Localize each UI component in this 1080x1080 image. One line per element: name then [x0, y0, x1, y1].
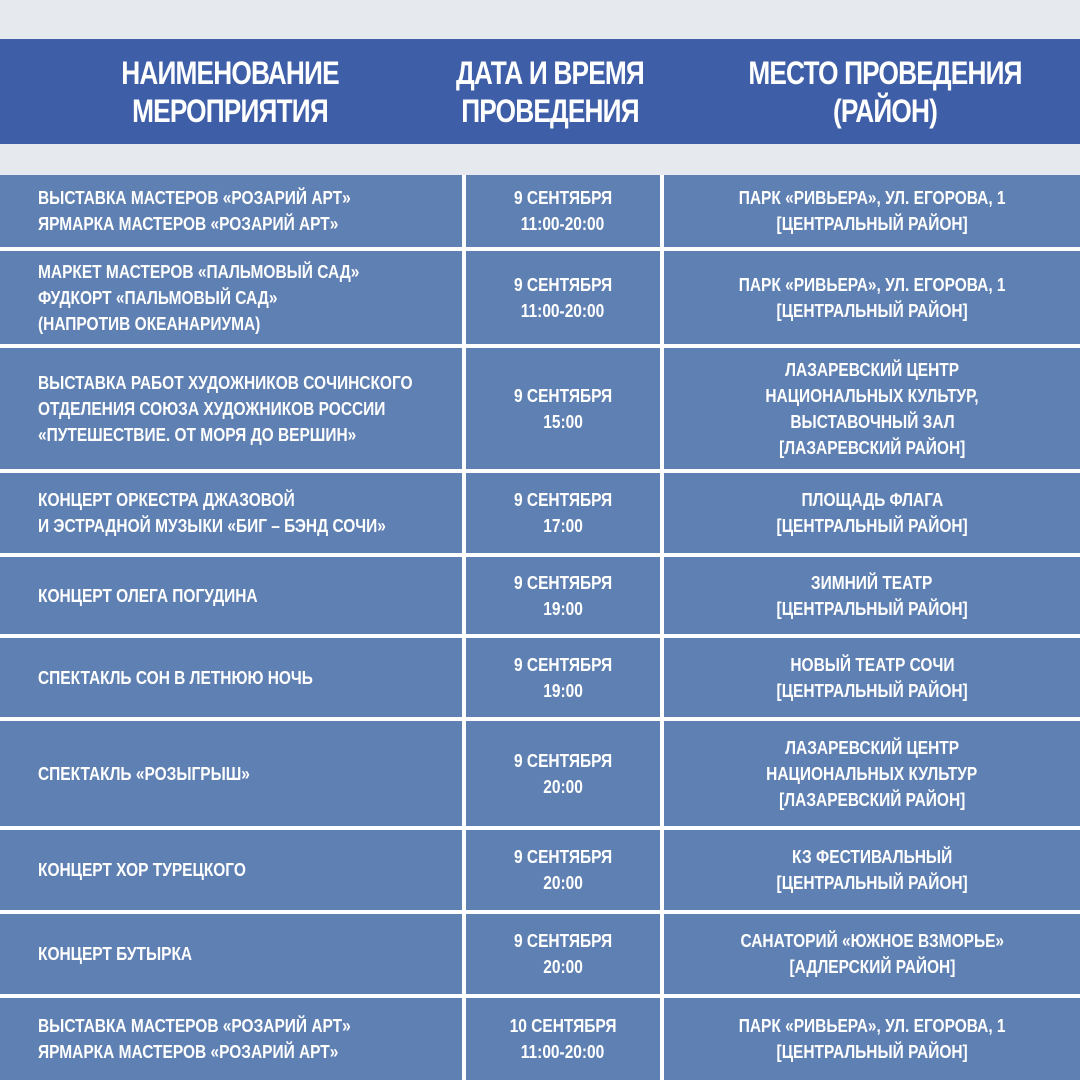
date-cell-line: 19:00	[543, 598, 583, 619]
venue-cell-line: [ЦЕНТРАЛЬНЫЙ РАЙОН]	[776, 300, 968, 321]
header-venue	[725, 54, 1045, 130]
date-cell-line: 9 СЕНТЯБРЯ	[513, 274, 613, 295]
venue-cell-line: [ЦЕНТРАЛЬНЫЙ РАЙОН]	[776, 873, 968, 893]
date-cell-line: 9 СЕНТЯБРЯ	[513, 750, 613, 771]
table-row	[0, 914, 1080, 994]
date-cell-line: 10 СЕНТЯБРЯ	[509, 1016, 617, 1036]
venue-cell-line: ЗИМНИЙ ТЕАТР	[811, 572, 933, 593]
event-cell-line: СПЕКТАКЛЬ «РОЗЫГРЫШ»	[38, 763, 250, 784]
date-cell-line: 9 СЕНТЯБРЯ	[513, 572, 613, 593]
table-row	[0, 557, 1080, 634]
header-line: ПРОВЕДЕНИЯ	[461, 92, 639, 129]
date-cell-line: 20:00	[543, 957, 583, 977]
event-cell-line: И ЭСТРАДНОЙ МУЗЫКИ «БИГ – БЭНД СОЧИ»	[38, 516, 386, 536]
table-header	[0, 39, 1080, 144]
venue-cell-line: [ЛАЗАРЕВСКИЙ РАЙОН]	[778, 437, 966, 458]
event-cell	[0, 638, 462, 717]
header-line: МЕСТО ПРОВЕДЕНИЯ	[748, 54, 1022, 91]
date-cell	[466, 473, 660, 553]
event-cell-line: ФУДКОРТ «ПАЛЬМОВЫЙ САД»	[38, 287, 278, 308]
venue-cell-line: ПАРК «РИВЬЕРА», УЛ. ЕГОРОВА, 1	[738, 274, 1006, 295]
event-cell-line: КОНЦЕРТ БУТЫРКА	[38, 944, 193, 964]
table-row	[0, 251, 1080, 344]
venue-cell-line: НАЦИОНАЛЬНЫХ КУЛЬТУР	[766, 763, 978, 784]
date-cell-line: 20:00	[543, 776, 583, 797]
venue-cell	[664, 348, 1080, 469]
header-line: МЕРОПРИЯТИЯ	[132, 92, 328, 129]
date-cell	[466, 914, 660, 994]
date-cell-line: 9 СЕНТЯБРЯ	[513, 847, 613, 867]
venue-cell-line: [ЦЕНТРАЛЬНЫЙ РАЙОН]	[776, 1042, 968, 1062]
header-line: НАИМЕНОВАНИЕ	[121, 54, 339, 91]
date-cell	[466, 998, 660, 1080]
date-cell	[466, 638, 660, 717]
table-row	[0, 175, 1080, 247]
venue-cell	[664, 914, 1080, 994]
venue-cell-line: НОВЫЙ ТЕАТР СОЧИ	[789, 654, 955, 675]
table-row	[0, 638, 1080, 717]
venue-cell-line: НАЦИОНАЛЬНЫХ КУЛЬТУР,	[765, 385, 979, 406]
table-row	[0, 721, 1080, 826]
event-cell-line: КОНЦЕРТ ХОР ТУРЕЦКОГО	[38, 860, 246, 880]
date-cell-line: 9 СЕНТЯБРЯ	[513, 188, 613, 208]
table-row	[0, 998, 1080, 1080]
date-cell	[466, 557, 660, 634]
header-event-name	[74, 54, 386, 130]
header-spacer	[0, 144, 1080, 175]
date-cell-line: 9 СЕНТЯБРЯ	[513, 654, 613, 675]
date-cell-line: 9 СЕНТЯБРЯ	[513, 931, 613, 951]
event-cell-line: ВЫСТАВКА РАБОТ ХУДОЖНИКОВ СОЧИНСКОГО	[38, 372, 413, 393]
event-cell-line: МАРКЕТ МАСТЕРОВ «ПАЛЬМОВЫЙ САД»	[38, 261, 360, 282]
event-cell	[0, 473, 462, 553]
date-cell-line: 11:00-20:00	[521, 300, 605, 321]
event-cell	[0, 557, 462, 634]
venue-cell	[664, 251, 1080, 344]
event-cell-line: ВЫСТАВКА МАСТЕРОВ «РОЗАРИЙ АРТ»	[38, 1016, 351, 1036]
schedule-table	[0, 175, 1080, 1080]
event-cell-line: «ПУТЕШЕСТВИЕ. ОТ МОРЯ ДО ВЕРШИН»	[38, 424, 357, 445]
date-cell-line: 9 СЕНТЯБРЯ	[513, 490, 613, 510]
event-cell-line: ЯРМАРКА МАСТЕРОВ «РОЗАРИЙ АРТ»	[38, 1042, 339, 1062]
event-cell-line: ОТДЕЛЕНИЯ СОЮЗА ХУДОЖНИКОВ РОССИИ	[38, 398, 386, 419]
date-cell-line: 11:00-20:00	[521, 214, 605, 234]
venue-cell	[664, 473, 1080, 553]
header-date-time	[452, 54, 649, 130]
event-cell	[0, 998, 462, 1080]
event-cell	[0, 914, 462, 994]
date-cell	[466, 721, 660, 826]
date-cell-line: 17:00	[543, 516, 583, 536]
event-cell-line: ВЫСТАВКА МАСТЕРОВ «РОЗАРИЙ АРТ»	[38, 188, 351, 208]
venue-cell-line: [ЦЕНТРАЛЬНЫЙ РАЙОН]	[776, 214, 968, 234]
event-cell-line: ЯРМАРКА МАСТЕРОВ «РОЗАРИЙ АРТ»	[38, 214, 339, 234]
date-cell-line: 15:00	[543, 411, 583, 432]
venue-cell	[664, 175, 1080, 247]
date-cell	[466, 175, 660, 247]
venue-cell-line: ПАРК «РИВЬЕРА», УЛ. ЕГОРОВА, 1	[738, 188, 1006, 208]
event-cell	[0, 830, 462, 910]
date-cell-line: 9 СЕНТЯБРЯ	[513, 385, 613, 406]
venue-cell	[664, 557, 1080, 634]
event-cell	[0, 175, 462, 247]
date-cell	[466, 251, 660, 344]
header-line: (РАЙОН)	[832, 92, 938, 129]
venue-cell-line: САНАТОРИЙ «ЮЖНОЕ ВЗМОРЬЕ»	[740, 931, 1004, 951]
event-cell-line: (НАПРОТИВ ОКЕАНАРИУМА)	[38, 313, 261, 334]
venue-cell-line: ПАРК «РИВЬЕРА», УЛ. ЕГОРОВА, 1	[738, 1016, 1006, 1036]
date-cell-line: 11:00-20:00	[521, 1042, 605, 1062]
event-cell-line: КОНЦЕРТ ОРКЕСТРА ДЖАЗОВОЙ	[38, 490, 295, 510]
venue-cell-line: [ЦЕНТРАЛЬНЫЙ РАЙОН]	[776, 516, 968, 536]
date-cell-line: 20:00	[543, 873, 583, 893]
event-cell-line: СПЕКТАКЛЬ СОН В ЛЕТНЮЮ НОЧЬ	[38, 667, 313, 688]
venue-cell-line: [АДЛЕРСКИЙ РАЙОН]	[789, 957, 955, 977]
venue-cell-line: [ЦЕНТРАЛЬНЫЙ РАЙОН]	[776, 680, 968, 701]
venue-cell-line: ПЛОЩАДЬ ФЛАГА	[801, 490, 943, 510]
event-cell	[0, 721, 462, 826]
event-cell	[0, 348, 462, 469]
table-row	[0, 473, 1080, 553]
venue-cell	[664, 998, 1080, 1080]
venue-cell-line: КЗ ФЕСТИВАЛЬНЫЙ	[791, 847, 953, 867]
date-cell	[466, 348, 660, 469]
header-line: ДАТА И ВРЕМЯ	[456, 54, 644, 91]
venue-cell-line: [ЦЕНТРАЛЬНЫЙ РАЙОН]	[776, 598, 968, 619]
table-row	[0, 348, 1080, 469]
venue-cell-line: ВЫСТАВОЧНЫЙ ЗАЛ	[789, 411, 955, 432]
venue-cell-line: [ЛАЗАРЕВСКИЙ РАЙОН]	[778, 789, 966, 810]
table-row	[0, 830, 1080, 910]
venue-cell	[664, 638, 1080, 717]
venue-cell-line: ЛАЗАРЕВСКИЙ ЦЕНТР	[785, 737, 959, 758]
date-cell	[466, 830, 660, 910]
venue-cell	[664, 830, 1080, 910]
date-cell-line: 19:00	[543, 680, 583, 701]
event-cell	[0, 251, 462, 344]
venue-cell	[664, 721, 1080, 826]
event-cell-line: КОНЦЕРТ ОЛЕГА ПОГУДИНА	[38, 585, 258, 606]
venue-cell-line: ЛАЗАРЕВСКИЙ ЦЕНТР	[785, 359, 959, 380]
